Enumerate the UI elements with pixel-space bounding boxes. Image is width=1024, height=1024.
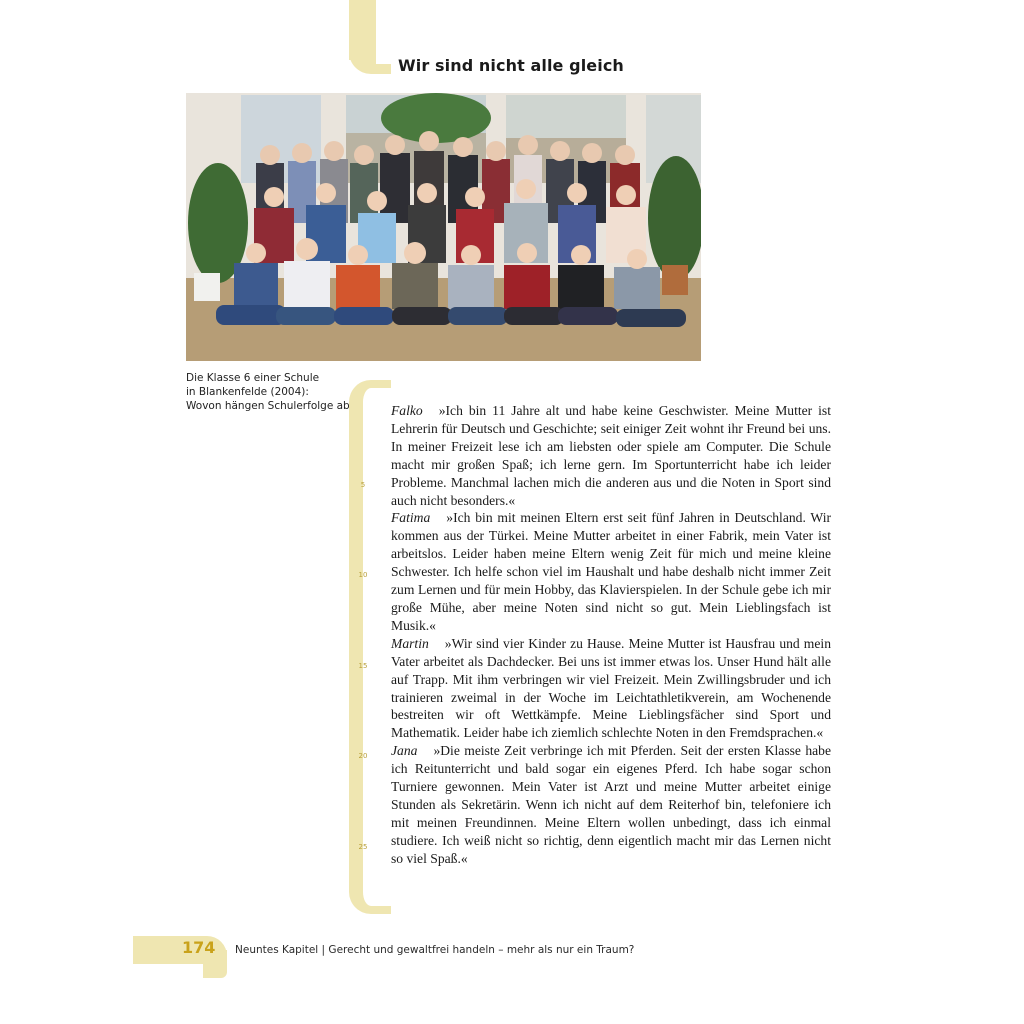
passage-text: »Ich bin 11 Jahre alt und habe keine Geschwister. Meine Mutter ist Lehrerin für Deutsch und Geschichte; seit einiger Zeit wohnt ihr Freund bei uns. In meiner Freizeit lese ich am liebsten oder spiele am Computer. Die Schule macht mir großen Spaß; ich lerne gern. Im Sportunterricht habe ich leider Probleme. Manchmal lachen mich die anderen aus und die Noten in Sport sind auch nicht besonders.« [391, 403, 831, 508]
line-number: 10 [358, 571, 368, 579]
caption-line: Wovon hängen Schulerfolge ab? [186, 400, 356, 412]
speaker-name: Martin [391, 635, 429, 651]
caption-line: Die Klasse 6 einer Schule [186, 372, 320, 384]
line-number: 15 [358, 662, 368, 670]
text-bracket [349, 380, 391, 914]
passage-jana [391, 742, 831, 867]
class-photo-illustration [186, 93, 701, 361]
passage-text: »Wir sind vier Kinder zu Hause. Meine Mutter ist Hausfrau und mein Vater arbeitet als Dachdecker. Bei uns ist immer etwas los. Unser Hund hält alle auf Trapp. Mit ihm verbringen wir viel Freizeit. Mein Zwillingsbruder und ich trainieren zweimal in der Woche im Leichtathletikverein, am Wochenende bestreiten wir oft Wettkämpfe. Meine Lieblingsfächer sind Sport und Mathematik. Leider habe ich ziemlich schlechte Noten in den Fremdsprachen.« [391, 635, 831, 741]
line-number: 25 [358, 843, 368, 851]
line-number: 5 [360, 481, 366, 489]
passage-martin [391, 635, 831, 742]
section-heading: Wir sind nicht alle gleich [398, 56, 624, 75]
line-number: 20 [358, 752, 368, 760]
class-photo [186, 93, 701, 361]
caption-line: in Blankenfelde (2004): [186, 386, 309, 398]
speaker-name: Falko [391, 403, 423, 418]
footer-chapter-title: Neuntes Kapitel | Gerecht und gewaltfrei handeln – mehr als nur ein Traum? [235, 944, 635, 956]
page-number: 174 [182, 938, 216, 957]
interview-text [391, 402, 831, 868]
passage-fatima [391, 509, 831, 634]
passage-falko [391, 402, 831, 509]
passage-text: »Ich bin mit meinen Eltern erst seit fünf Jahren in Deutschland. Wir kommen aus der Türkei. Meine Mutter arbeitet in einer Fabrik, mein Vater ist arbeitslos. Leider haben meine Eltern wenig Zeit für mich und meine kleine Schwester. Ich helfe schon viel im Haushalt und habe deshalb nicht immer Zeit zum Lernen und für mein Hobby, das Klavierspielen. In der Schule gebe ich mir große Mühe, aber meine Noten sind nicht so gut. Mein Lieblingsfach ist Musik.« [391, 510, 831, 633]
top-decorative-hook [349, 48, 391, 74]
photo-caption [186, 371, 356, 413]
passage-text: »Die meiste Zeit verbringe ich mit Pferden. Seit der ersten Klasse habe ich Reitunterricht und bald sogar ein eigenes Pferd. Ich habe sogar schon Turniere gewonnen. Mein Vater ist Arzt und meine Mutter arbeitet einige Stunden als Sekretärin. Wenn ich nicht auf dem Reiterhof bin, telefoniere ich mit meinen Freundinnen. Meine Eltern wollen unbedingt, dass ich einmal studiere. Ich weiß nicht so richtig, denn eigentlich macht mir das Lernen nicht so viel Spaß.« [391, 743, 831, 866]
speaker-name: Fatima [391, 510, 431, 526]
speaker-name: Jana [391, 743, 418, 759]
